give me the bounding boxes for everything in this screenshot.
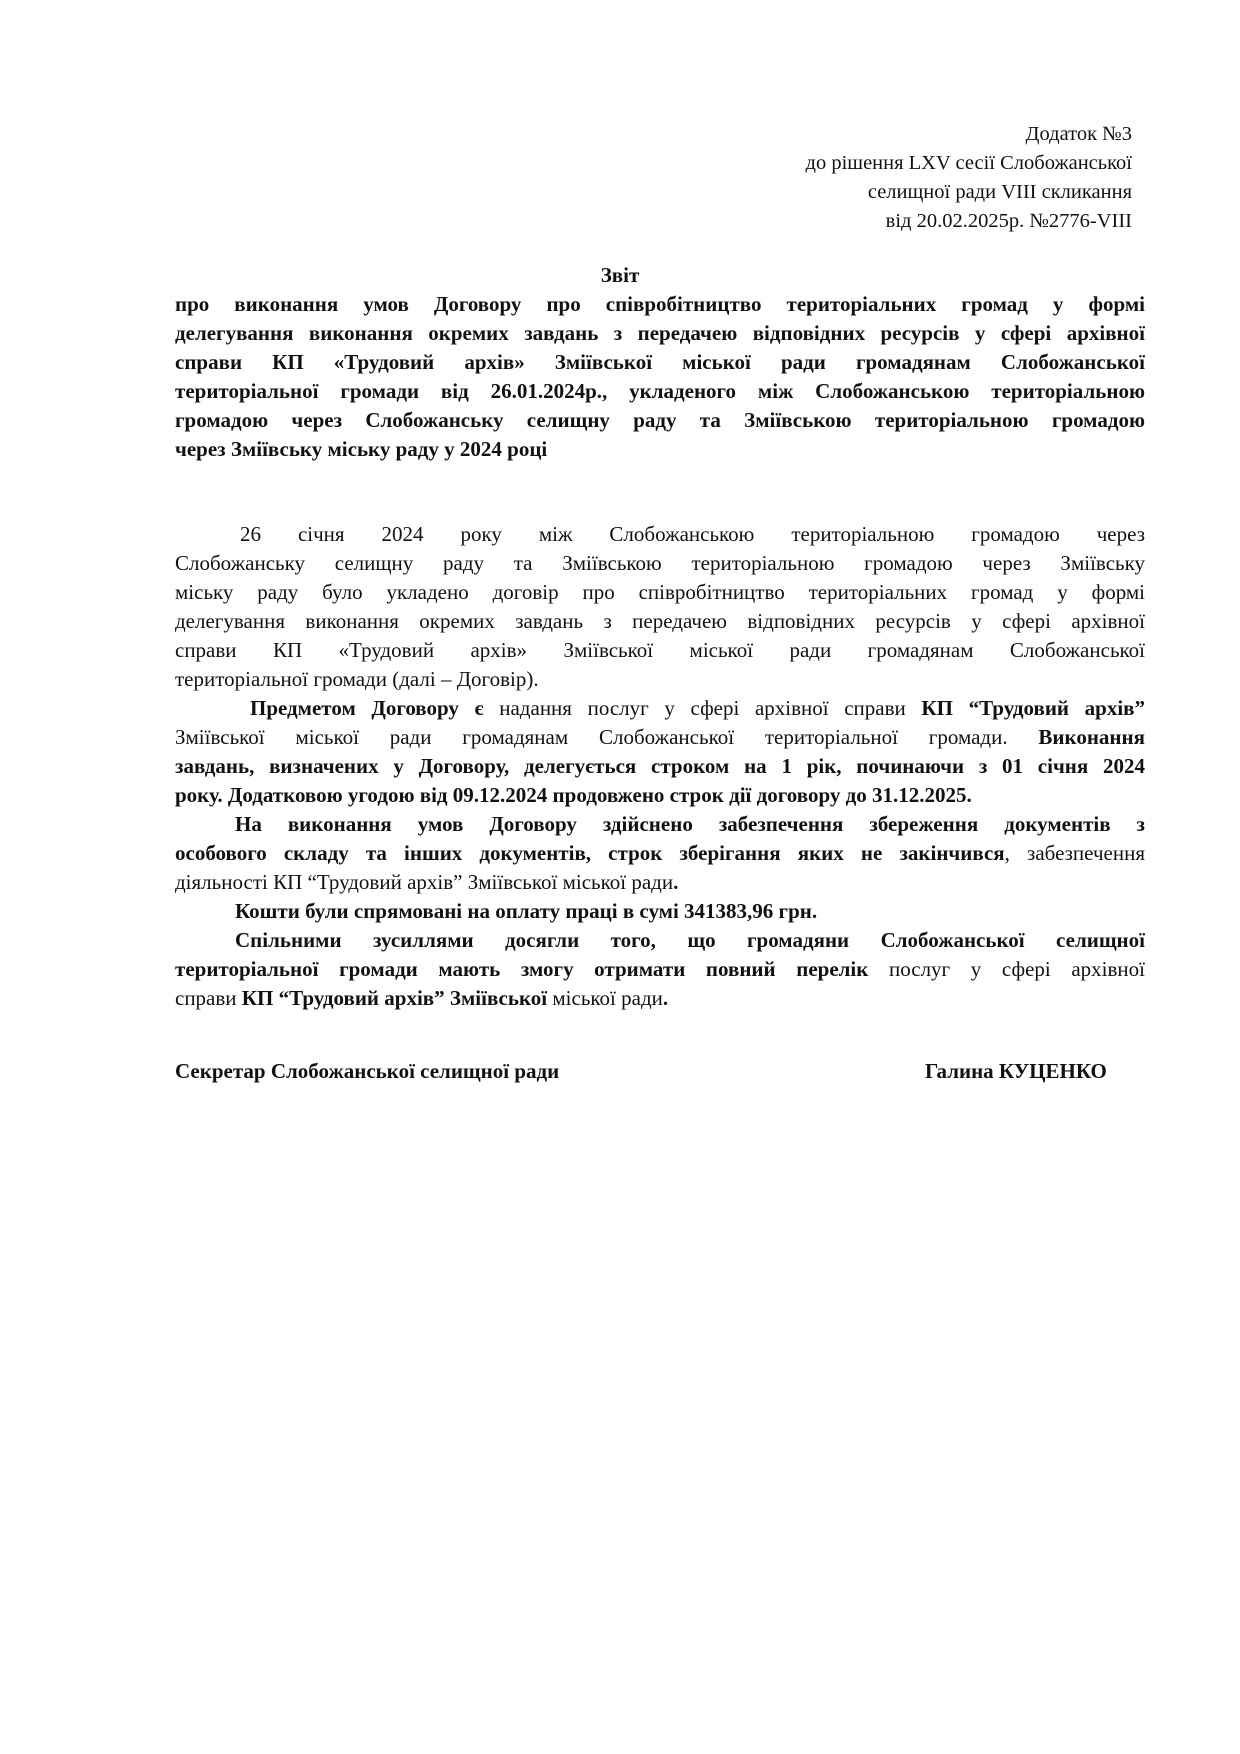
- normal-text: послуг у сфері архівної: [889, 957, 1145, 981]
- bold-text: Предметом Договору є: [250, 696, 500, 720]
- paragraph-line: Слобожанську селищну раду та Зміївською територіальною громадою через Зміївську: [175, 551, 1145, 575]
- paragraph-line: територіальної громади (далі – Договір).: [175, 667, 539, 691]
- annex-decision: до рішення LXV сесії Слобожанської: [805, 152, 1132, 174]
- bold-text: КП “Трудовий архів”: [921, 696, 1145, 720]
- signatory-position: Секретар Слобожанської селищної ради: [175, 1059, 560, 1083]
- paragraph-line: Кошти були спрямовані на оплату праці в сумі 341383,96 грн.: [235, 899, 818, 923]
- paragraph-line: міську раду було укладено договір про співробітництво територіальних громад у формі: [175, 580, 1145, 604]
- annex-council: селищної ради VIII скликання: [867, 181, 1132, 203]
- document-title: Звіт: [600, 263, 640, 287]
- bold-text: .: [673, 870, 679, 894]
- normal-text: міської ради: [552, 986, 663, 1010]
- normal-text: Зміївської міської ради громадянам Слобожанської територіальної громади.: [175, 725, 1039, 749]
- paragraph-line: [175, 955, 1145, 984]
- normal-text: , забезпечення: [1004, 841, 1145, 865]
- annex-block: [806, 120, 1132, 236]
- paragraph-line: [175, 723, 1145, 752]
- normal-text: справи: [175, 986, 242, 1010]
- normal-text: надання послуг у сфері архівної справи: [499, 696, 922, 720]
- subtitle-line: територіальної громади від 26.01.2024р., укладеного між Слобожанською територіальною: [175, 379, 1145, 403]
- signatory-name: Галина КУЦЕНКО: [925, 1059, 1107, 1083]
- bold-text: територіальної громади мають змогу отримати повний перелік: [175, 957, 889, 981]
- annex-number: Додаток №3: [1025, 123, 1132, 145]
- paragraph-line: справи КП «Трудовий архів» Зміївської міської ради громадянам Слобожанської: [175, 638, 1145, 662]
- subtitle-line: громадою через Слобожанську селищну раду та Зміївською територіальною громадою: [175, 408, 1145, 432]
- paragraph-line: [175, 984, 1145, 1013]
- bold-text: .: [662, 986, 669, 1010]
- annex-date: від 20.02.2025р. №2776-VIII: [885, 210, 1132, 232]
- paragraph-line: Спільними зусиллями досягли того, що громадяни Слобожанської селищної: [235, 928, 1145, 952]
- subtitle-line: справи КП «Трудовий архів» Зміївської міської ради громадянам Слобожанської: [175, 350, 1145, 374]
- subtitle-line: про виконання умов Договору про співробітництво територіальних громад у формі: [175, 292, 1145, 316]
- paragraph-line: [175, 839, 1145, 868]
- paragraph-line: делегування виконання окремих завдань з передачею відповідних ресурсів у сфері архівної: [175, 609, 1145, 633]
- subtitle-line: через Зміївську міську раду у 2024 році: [175, 437, 548, 461]
- bold-text: КП “Трудовий архів” Зміївської: [241, 986, 553, 1010]
- paragraph-line: року. Додатковою угодою від 09.12.2024 продовжено строк дії договору до 31.12.2025.: [175, 783, 972, 807]
- bold-text: особового складу та інших документів, строк зберігання яких не закінчився: [175, 841, 1005, 865]
- subtitle-line: делегування виконання окремих завдань з передачею відповідних ресурсів у сфері архівної: [175, 321, 1145, 345]
- normal-text: діяльності КП “Трудовий архів” Зміївської міської ради: [175, 870, 674, 894]
- paragraph-line: На виконання умов Договору здійснено забезпечення збереження документів з: [235, 812, 1145, 836]
- bold-text: Виконання: [1038, 725, 1145, 749]
- paragraph-line: завдань, визначених у Договору, делегується строком на 1 рік, починаючи з 01 січня 2024: [175, 754, 1145, 778]
- paragraph-line: 26 січня 2024 року між Слобожанською територіальною громадою через: [240, 522, 1145, 546]
- paragraph-line: [175, 868, 1145, 897]
- paragraph-line: [250, 694, 1145, 723]
